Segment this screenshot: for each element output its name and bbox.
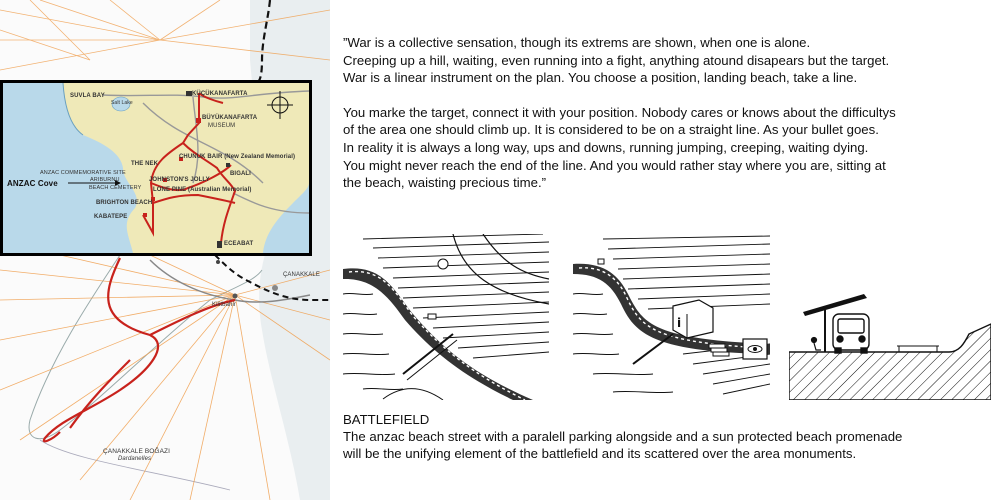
inset-label-anzac-site: ANZAC COMMEMORATIVE SITE — [40, 170, 126, 176]
sketch-street-section — [789, 234, 991, 400]
inset-label-bigali: BIGALI — [230, 171, 251, 177]
map-label-dardanelles: Dardanelles — [118, 456, 152, 462]
inset-label-buyukanafarta: BÜYÜKANAFARTA — [202, 115, 258, 121]
viewpoint-eye-icon — [743, 339, 767, 359]
quote-line: You might never reach the end of the line. And you would rather stay where you are, sitting at — [343, 157, 886, 173]
inset-label-salt-lake: Salt Lake — [111, 100, 133, 106]
inset-label-the-nek: THE NEK — [131, 161, 159, 167]
inset-label-beach-cemetery: BEACH CEMETERY — [89, 185, 142, 191]
map-label-kilitbahir: Kilitbahir — [212, 302, 237, 308]
caption-line: The anzac beach street with a paralell parking alongside and a sun protected beach promenade — [343, 429, 903, 444]
quote-line: You marke the target, connect it with your position. Nobody cares or knows about the difficultys — [343, 104, 896, 120]
sketch-beach-street-aerial — [343, 234, 549, 400]
quote-line: War is a linear instrument on the plan. You choose a position, landing beach, take a line. — [343, 70, 858, 86]
inset-label-brighton-beach: BRIGHTON BEACH — [96, 200, 153, 206]
inset-label-anzac-cove: ANZAC Cove — [7, 179, 58, 188]
quote-line: Creeping up a hill, waiting, even running into a fight, anything atound disapears but the target. — [343, 52, 890, 68]
quote-line: ”War is a collective sensation, though its extrems are shown, when one is alone. — [343, 35, 811, 50]
inset-map — [0, 80, 312, 256]
map-label-canakkale: ÇANAKKALE — [283, 272, 320, 278]
quote-line: In reality it is always a long way, ups and downs, running jumping, creeping, waiting dying. — [343, 139, 869, 155]
inset-label-kucukanafarta: KÜÇÜKANAFARTA — [192, 91, 248, 97]
inset-label-eceabat: ECEABAT — [224, 241, 254, 247]
war-quote — [343, 34, 983, 192]
caption-heading: BATTLEFIELD — [343, 412, 430, 427]
caption-line: will be the unifying element of the battlefield and its scattered over the area monuments. — [343, 446, 857, 461]
quote-paragraph-1 — [343, 34, 983, 87]
inset-label-johnstons-jolly: JOHNSTON'S JOLLY — [149, 177, 210, 183]
parked-car-icon — [833, 314, 869, 353]
quote-paragraph-2 — [343, 104, 983, 192]
info-kiosk-icon — [673, 300, 713, 338]
svg-text:i: i — [677, 316, 682, 330]
quote-line: of the area one should climb up. It is considered to be on a straight line. As your bullet goes. — [343, 122, 879, 138]
map-label-bogazi: ÇANAKKALE BOĞAZI — [103, 448, 170, 455]
sketch-beach-promenade — [573, 234, 770, 400]
inset-map-drawing — [3, 83, 309, 253]
battlefield-caption — [343, 411, 993, 462]
inset-label-kabatepe: KABATEPE — [94, 214, 128, 220]
quote-line: the beach, waisting precious time.” — [343, 175, 547, 191]
inset-label-lone-pine: LONE PINE (Australian Memorial) — [153, 187, 252, 193]
inset-label-chunuk-bair: CHUNUK BAIR (New Zealand Memorial) — [179, 154, 296, 160]
inset-label-ariburnu: ARIBURNU — [90, 177, 120, 183]
inset-label-suvla-bay: SUVLA BAY — [70, 93, 105, 99]
gallipoli-map — [0, 0, 330, 500]
inset-label-museum: MUSEUM — [208, 123, 236, 129]
